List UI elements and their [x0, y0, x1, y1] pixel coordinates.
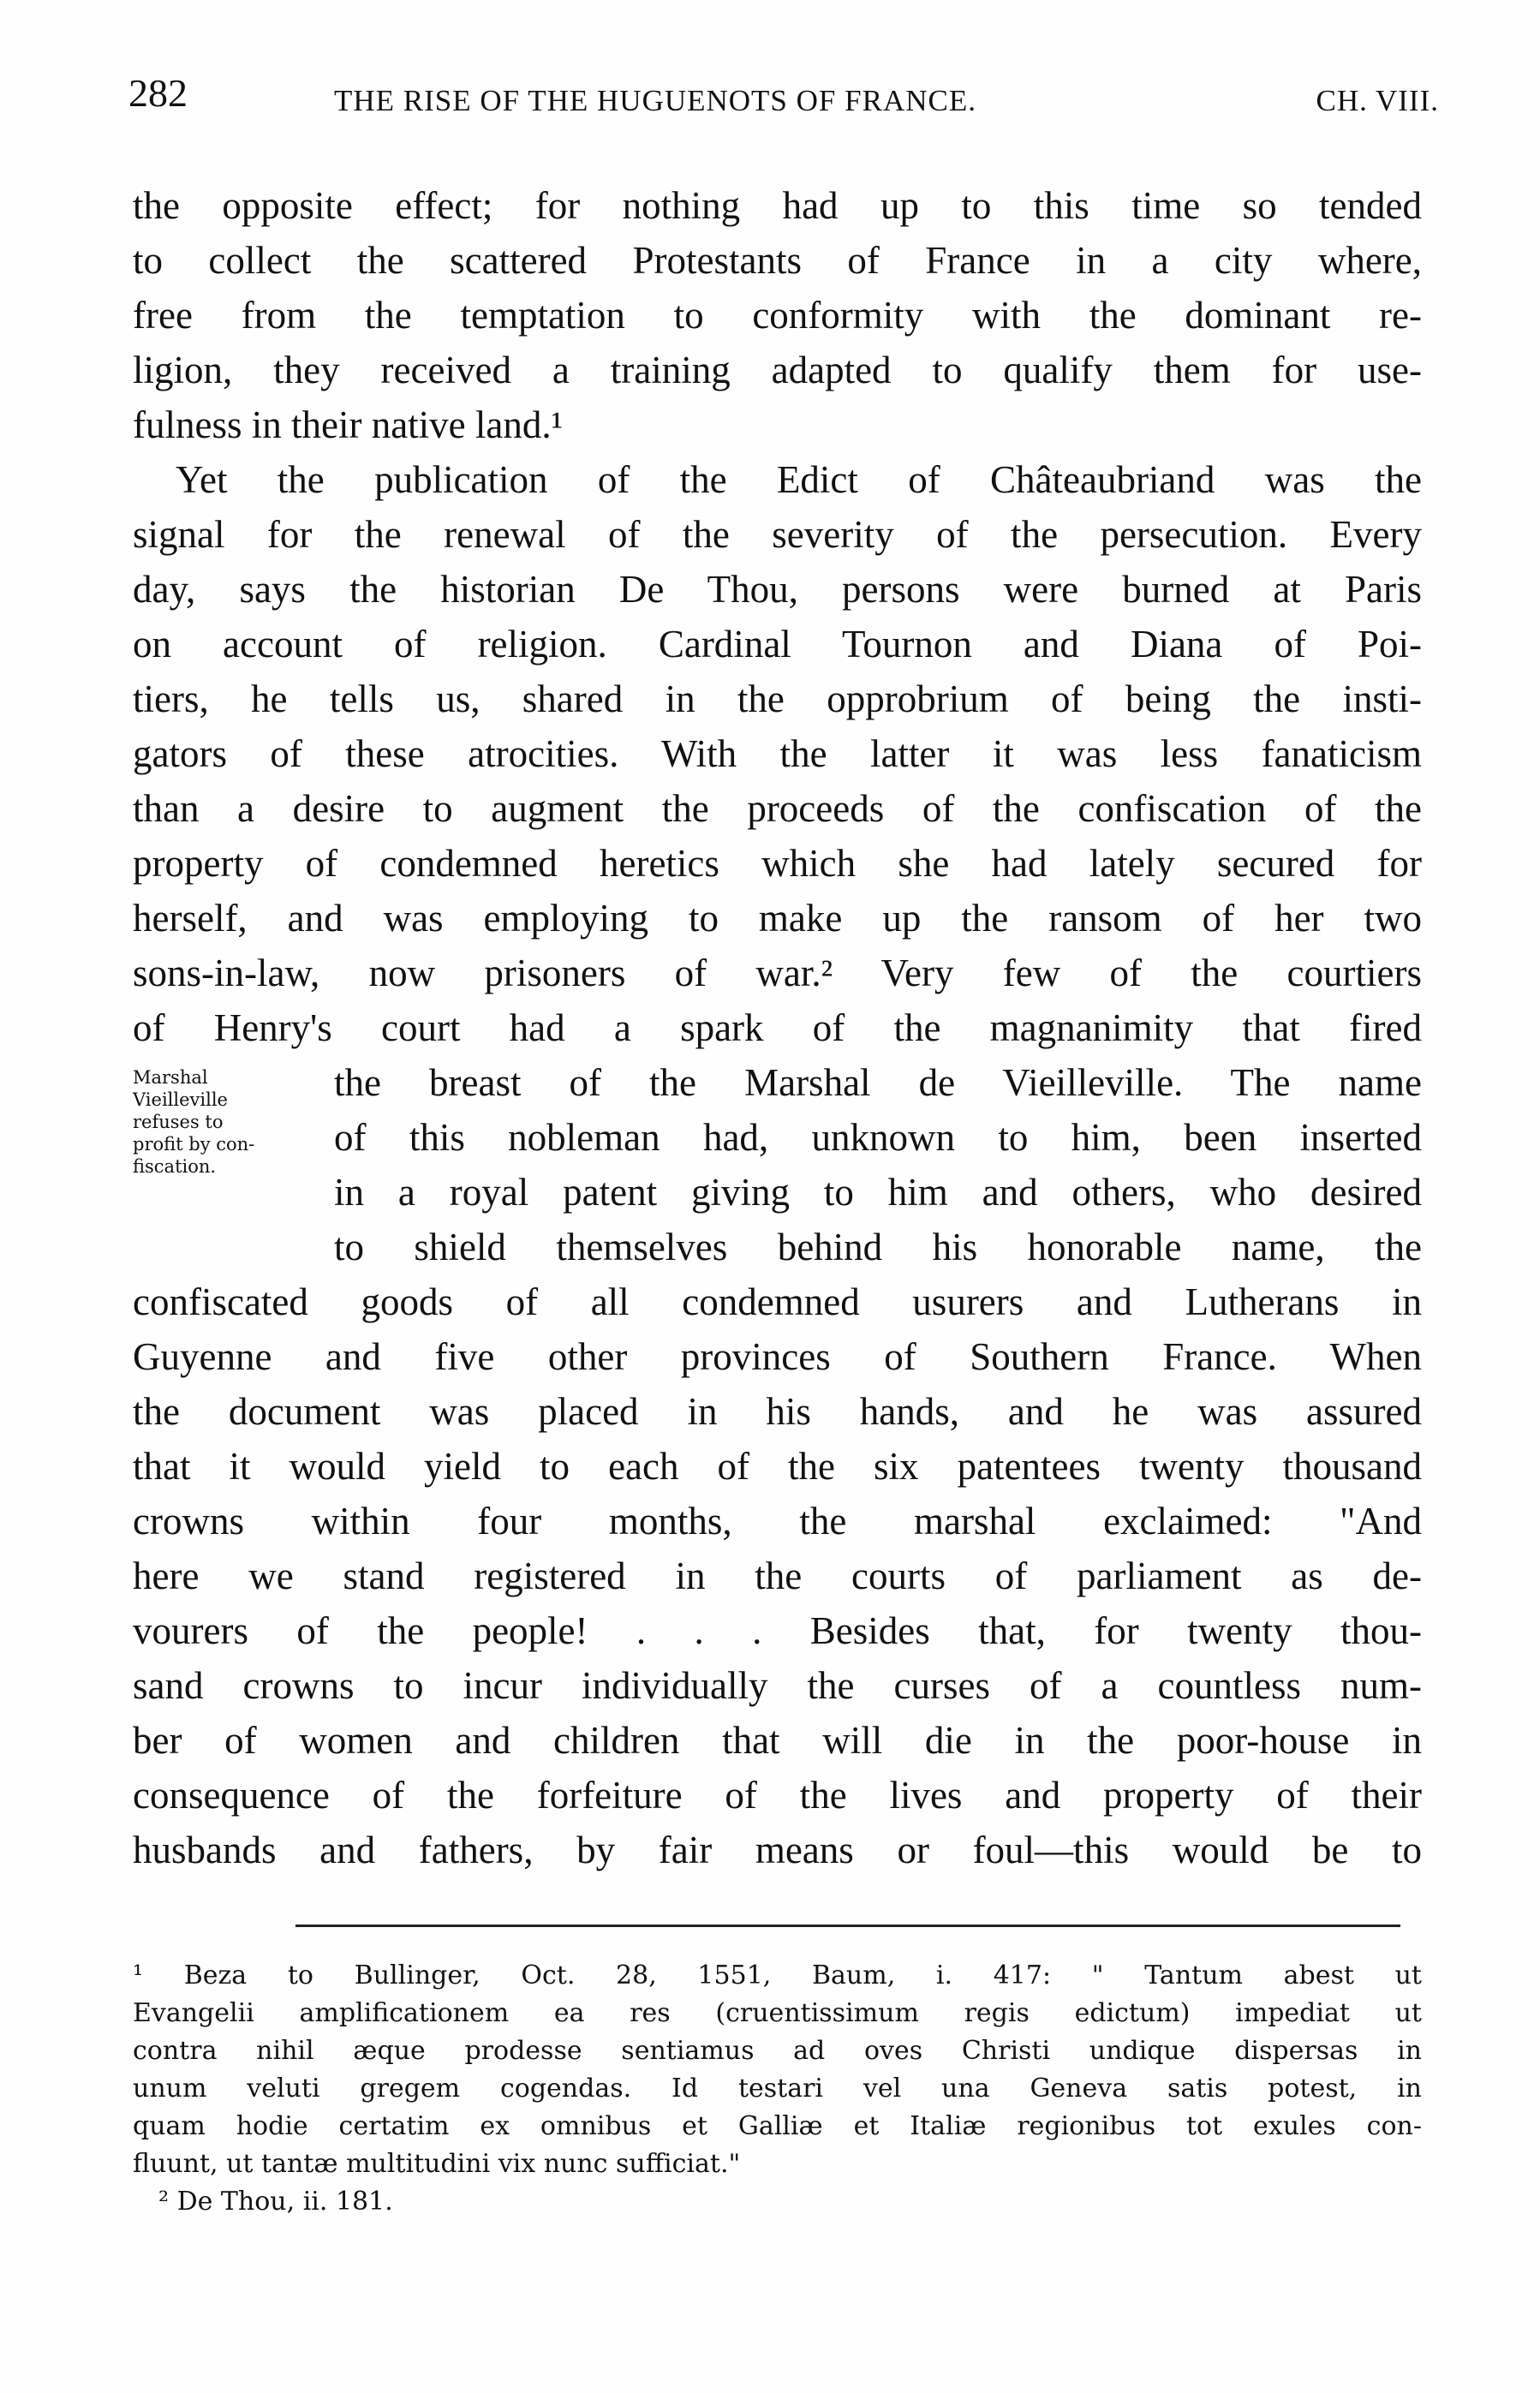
page-number: 282 — [128, 71, 188, 115]
body-line: the opposite effect; for nothing had up to this time so tended — [133, 184, 1422, 227]
body-line: Yet the publication of the Edict of Châteaubriand was the — [176, 458, 1422, 501]
body-line: the breast of the Marshal de Vieilleville. The name — [334, 1061, 1422, 1104]
body-line: free from the temptation to conformity with the dominant re- — [133, 294, 1422, 337]
body-line: sons-in-law, now prisoners of war.² Very few of the courtiers — [133, 952, 1422, 994]
body-line: ber of women and children that will die in the poor-house in — [133, 1719, 1422, 1762]
body-line: vourers of the people! . . . Besides that, for twenty thou- — [133, 1609, 1422, 1652]
footnote-line: quam hodie certatim ex omnibus et Galliæ et Italiæ regionibus tot exules con- — [133, 2111, 1422, 2141]
body-line: of this nobleman had, unknown to him, been inserted — [334, 1116, 1422, 1159]
body-line: Guyenne and five other provinces of Southern France. When — [133, 1335, 1422, 1378]
footnote-line: ² De Thou, ii. 181. — [158, 2187, 393, 2217]
body-line: husbands and fathers, by fair means or foul—this would be to — [133, 1829, 1422, 1871]
footnote-line: fluunt, ut tantæ multitudini vix nunc sufficiat." — [133, 2149, 741, 2179]
body-line: on account of religion. Cardinal Tournon and Diana of Poi- — [133, 623, 1422, 665]
body-line: sand crowns to incur individually the curses of a countless num- — [133, 1664, 1422, 1707]
body-line: day, says the historian De Thou, persons were burned at Paris — [133, 568, 1422, 611]
body-line: in a royal patent giving to him and others, who desired — [334, 1171, 1422, 1214]
body-line: gators of these atrocities. With the latter it was less fanaticism — [133, 732, 1422, 775]
running-title: THE RISE OF THE HUGUENOTS OF FRANCE. — [334, 84, 976, 117]
body-line: crowns within four months, the marshal exclaimed: "And — [133, 1500, 1422, 1543]
footnote-line: contra nihil æque prodesse sentiamus ad oves Christi undique dispersas in — [133, 2036, 1422, 2066]
body-line: here we stand registered in the courts of parliament as de- — [133, 1555, 1422, 1597]
footnote-line: unum veluti gregem cogendas. Id testari vel una Geneva satis potest, in — [133, 2074, 1422, 2104]
body-line: tiers, he tells us, shared in the opprobrium of being the insti- — [133, 677, 1422, 720]
chapter-label: CH. VIII. — [1316, 84, 1439, 117]
body-line: of Henry's court had a spark of the magnanimity that fired — [133, 1006, 1422, 1049]
body-line: ligion, they received a training adapted to qualify them for use- — [133, 349, 1422, 391]
body-line: signal for the renewal of the severity of the persecution. Every — [133, 513, 1422, 556]
page-header — [128, 67, 1439, 127]
body-line: herself, and was employing to make up the ransom of her two — [133, 897, 1422, 940]
footnote-rule — [295, 1925, 1400, 1927]
footnote-line: Evangelii amplificationem ea res (cruentissimum regis edictum) impediat ut — [133, 1998, 1422, 2028]
body-line: to shield themselves behind his honorable name, the — [334, 1226, 1422, 1268]
body-line: than a desire to augment the proceeds of the confiscation of the — [133, 787, 1422, 830]
body-line: consequence of the forfeiture of the lives and property of their — [133, 1774, 1422, 1817]
body-line: fulness in their native land.¹ — [133, 403, 564, 446]
body-line: the document was placed in his hands, and he was assured — [133, 1390, 1422, 1433]
body-line: confiscated goods of all condemned usurers and Lutherans in — [133, 1280, 1422, 1323]
body-line: property of condemned heretics which she had lately secured for — [133, 842, 1422, 885]
marginal-note: Marshal Vieilleville refuses to profit by con- fiscation. — [133, 1067, 255, 1177]
body-line: that it would yield to each of the six patentees twenty thousand — [133, 1445, 1422, 1488]
footnote-line: ¹ Beza to Bullinger, Oct. 28, 1551, Baum, i. 417: " Tantum abest ut — [133, 1960, 1422, 1990]
body-line: to collect the scattered Protestants of France in a city where, — [133, 239, 1422, 282]
